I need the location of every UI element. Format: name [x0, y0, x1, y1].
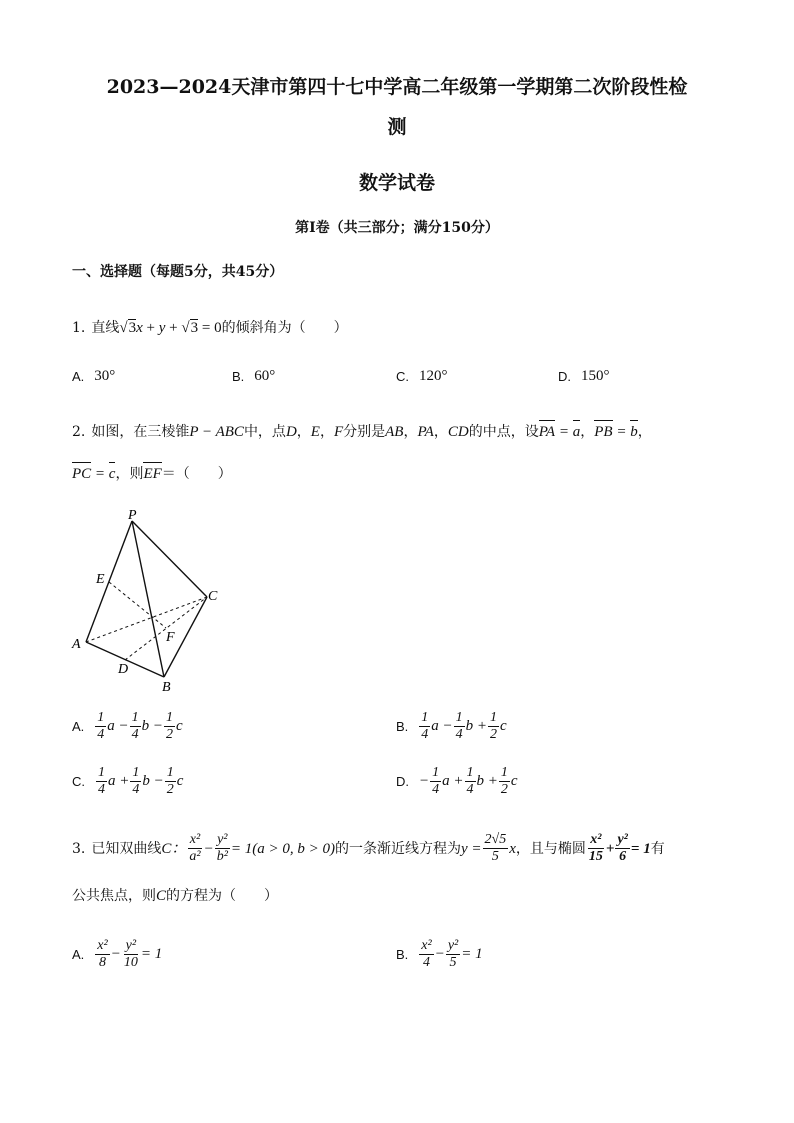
question-3-line2: 公共焦点，则 C 的方程为（ ）	[72, 888, 279, 904]
label-A: A	[72, 637, 81, 652]
question-2: 2. 如图，在三棱锥 P − ABC 中，点 D ， E ， F 分别是 AB ， PA ， CD 的中点，设 PA = a ， PB = b ，	[72, 424, 652, 440]
section-heading: 一、选择题（每题5分，共45分）	[72, 264, 284, 280]
label-E: E	[96, 572, 105, 587]
exam-title-line2: 测	[387, 116, 407, 138]
q1-option-b: B. 60°	[232, 368, 276, 384]
question-text: 公共焦点，则	[72, 888, 156, 904]
label-P: P	[128, 508, 137, 523]
question-text: 分别是	[343, 424, 386, 440]
q2-option-a: A. $\frac{1}{4}$ a − $\frac{1}{4}$ b − $\frac{1}{2}$ c	[72, 710, 183, 742]
question-text: 中，点	[243, 424, 286, 440]
subject-title: 数学试卷	[358, 172, 435, 194]
part-info: 第I卷（共三部分；满分150分）	[295, 220, 499, 236]
question-text: 有	[650, 840, 665, 857]
q2-option-b: B. $\frac{1}{4}$ a − $\frac{1}{4}$ b + $\frac{1}{2}$ c	[396, 710, 507, 742]
question-number: 1.	[72, 320, 86, 336]
exam-title-line1: 2023—2024天津市第四十七中学高二年级第一学期第二次阶段性检	[106, 76, 688, 98]
tetrahedron-figure	[68, 505, 238, 700]
q1-option-d: D. 150°	[558, 368, 610, 384]
question-1	[72, 318, 348, 338]
question-text: 的倾斜角为（ ）	[221, 320, 348, 336]
label-C: C	[208, 589, 218, 604]
question-text: 如图，在三棱锥	[91, 424, 190, 440]
q2-option-c: C. $\frac{1}{4}$ a + $\frac{1}{4}$ b − $\frac{1}{2}$ c	[72, 765, 184, 797]
question-text: 直线	[91, 320, 120, 336]
line-equation: √3x + y + √3 = 0	[119, 320, 222, 336]
q3-option-b: B. $\frac{\text{x²}}{4}$ − $\frac{\text{y²}}{5}$ = 1	[396, 938, 483, 970]
label-B: B	[162, 680, 171, 695]
q1-option-a: A. 30°	[72, 368, 116, 384]
question-number: 2.	[72, 424, 86, 440]
question-text: 的一条渐近线方程为	[335, 840, 462, 857]
answer-blank: ＝（ ）	[161, 466, 232, 482]
question-number: 3.	[72, 840, 86, 857]
question-text: 的中点，设	[468, 424, 539, 440]
question-3: 3. 已知双曲线 C： $\frac{\text{x²}}{\text{a²}}$ − $\frac{\text{y²}}{\text{b²}}$ = 1(a > 0, b > 0) 的一条渐近线方程为 y = $\frac{2√5}{5}$ x ，且与椭圆 $\frac{\text{x²}}{15}$ + $\frac{\text{y²}}{6}$ = 1 有	[72, 832, 665, 864]
question-2-line2: PC = c ，则 EF ＝（ ）	[72, 466, 232, 482]
label-D: D	[118, 662, 129, 677]
q3-option-a: A. $\frac{\text{x²}}{8}$ − $\frac{\text{y²}}{10}$ = 1	[72, 938, 163, 970]
q1-option-c: C. 120°	[396, 368, 448, 384]
q2-option-d: D. − $\frac{1}{4}$ a + $\frac{1}{4}$ b + $\frac{1}{2}$ c	[396, 765, 518, 797]
question-text: ，则	[115, 466, 144, 482]
label-F: F	[166, 630, 175, 645]
question-text: 的方程为（ ）	[166, 888, 279, 904]
question-text: ，且与椭圆	[515, 840, 586, 857]
question-text: 已知双曲线	[91, 840, 162, 857]
